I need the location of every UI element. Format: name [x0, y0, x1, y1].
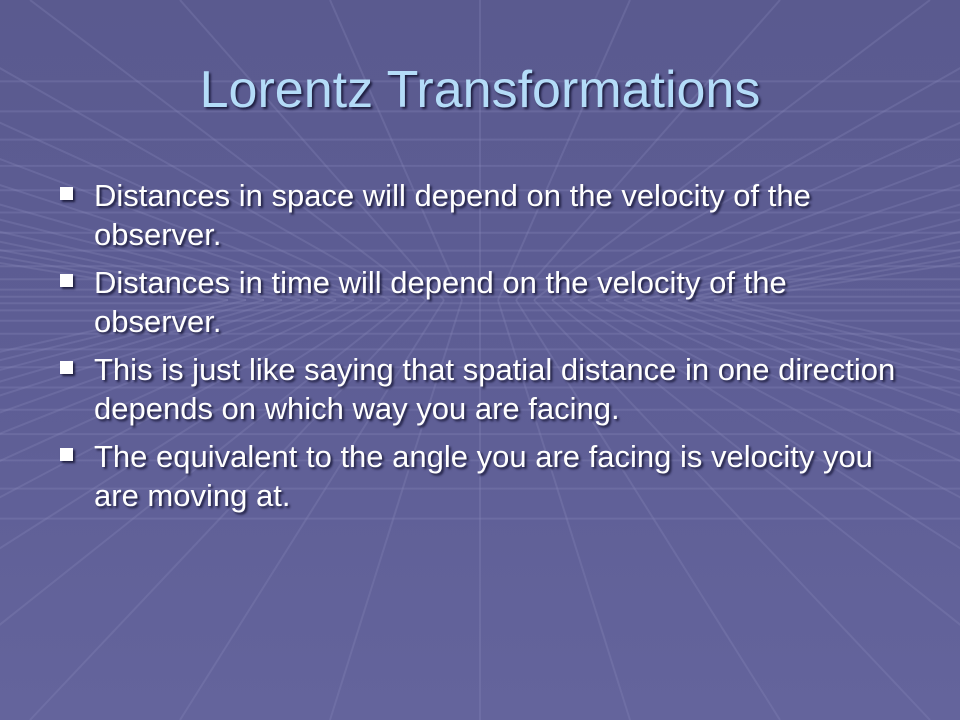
bullet-item — [60, 437, 920, 515]
bullet-text: This is just like saying that spatial distance in one direction depends on which way you are facing. — [94, 352, 896, 426]
bullet-text: The equivalent to the angle you are facing is velocity you are moving at. — [94, 439, 873, 513]
square-bullet-icon — [60, 361, 73, 374]
bullet-text: Distances in space will depend on the velocity of the observer. — [94, 178, 811, 252]
bullet-item — [60, 176, 920, 254]
square-bullet-icon — [60, 274, 73, 287]
slide-title: Lorentz Transformations — [199, 61, 761, 119]
bullet-item — [60, 350, 920, 428]
bullet-text: Distances in time will depend on the velocity of the observer. — [94, 265, 787, 339]
bullet-item — [60, 263, 920, 341]
bullet-list — [60, 176, 920, 524]
square-bullet-icon — [60, 448, 73, 461]
square-bullet-icon — [60, 187, 73, 200]
